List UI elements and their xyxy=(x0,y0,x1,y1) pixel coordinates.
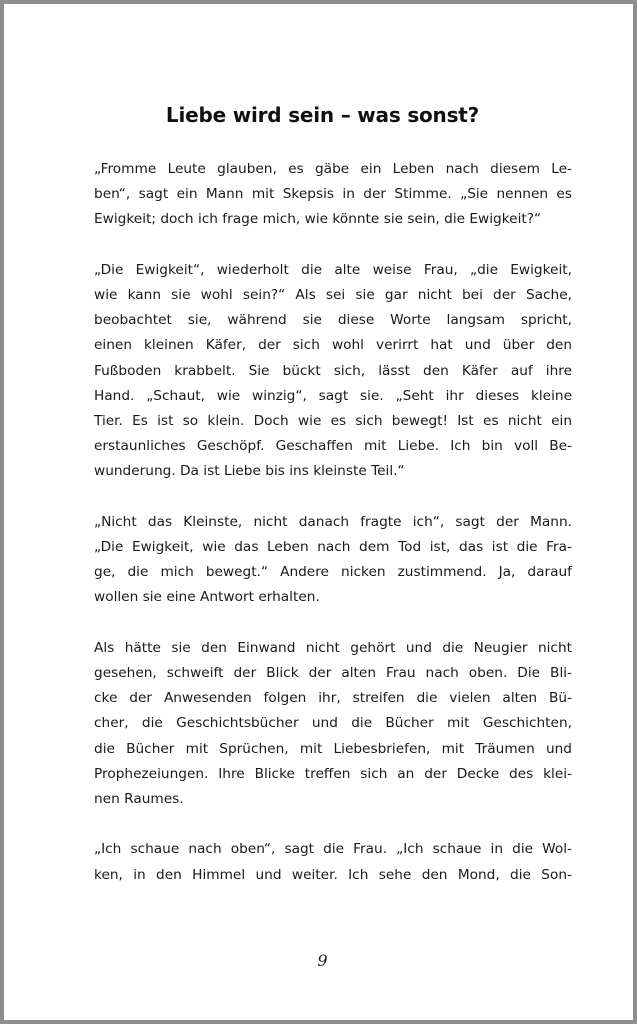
text-line: wie kann sie wohl sein?“ Als sei sie gar nicht bei der Sache, xyxy=(94,287,572,303)
text-line: „Fromme Leute glauben, es gäbe ein Leben nach diesem Le- xyxy=(94,161,572,177)
paragraph xyxy=(94,837,572,887)
text-line: Prophezeiungen. Ihre Blicke treffen sich an der Decke des klei- xyxy=(94,765,572,782)
text-line: ken, in den Himmel und weiter. Ich sehe den Mond, die Son- xyxy=(94,866,572,883)
text-line: die Bücher mit Sprüchen, mit Liebesbriefen, mit Träumen und xyxy=(94,740,572,757)
text-line: einen kleinen Käfer, der sich wohl verirrt hat und über den xyxy=(94,337,572,354)
text-line: „Die Ewigkeit, wie das Leben nach dem Tod ist, das ist die Fra- xyxy=(94,539,572,556)
text-line: gesehen, schweift der Blick der alten Frau nach oben. Die Bli- xyxy=(94,665,572,682)
paragraph xyxy=(94,636,572,812)
text-line: cke der Anwesenden folgen ihr, streifen die vielen alten Bü- xyxy=(94,690,572,707)
paragraph xyxy=(94,258,572,485)
text-line: ben“, sagt ein Mann mit Skepsis in der Stimme. „Sie nennen es xyxy=(94,186,572,203)
paragraph xyxy=(94,510,572,611)
page-number: 9 xyxy=(317,951,328,970)
body-text xyxy=(94,157,572,913)
text-line: nen Raumes. xyxy=(94,791,184,808)
text-line: Hand. „Schaut, wie winzig“, sagt sie. „Seht ihr dieses kleine xyxy=(94,387,572,404)
text-line: beobachtet sie, während sie diese Worte langsam spricht, xyxy=(94,312,572,329)
text-line: ge, die mich bewegt.“ Andere nicken zustimmend. Ja, darauf xyxy=(94,564,572,581)
text-line: Als hätte sie den Einwand nicht gehört und die Neugier nicht xyxy=(94,639,572,656)
chapter-title: Liebe wird sein – was sonst? xyxy=(165,103,480,127)
text-line: Ewigkeit; doch ich frage mich, wie könnte sie sein, die Ewigkeit?“ xyxy=(94,211,542,228)
text-line: Tier. Es ist so klein. Doch wie es sich bewegt! Ist es nicht ein xyxy=(94,413,572,430)
text-line: „Nicht das Kleinste, nicht danach fragte ich“, sagt der Mann. xyxy=(94,513,572,530)
text-line: wollen sie eine Antwort erhalten. xyxy=(94,589,320,606)
text-line: cher, die Geschichtsbücher und die Bücher mit Geschichten, xyxy=(94,715,572,732)
text-line: „Ich schaue nach oben“, sagt die Frau. „Ich schaue in die Wol- xyxy=(94,841,572,858)
text-line: erstaunliches Geschöpf. Geschaffen mit Liebe. Ich bin voll Be- xyxy=(94,438,572,455)
text-line: „Die Ewigkeit“, wiederholt die alte weise Frau, „die Ewigkeit, xyxy=(94,261,572,278)
paragraph xyxy=(94,157,572,233)
text-line: wunderung. Da ist Liebe bis ins kleinste Teil.“ xyxy=(94,463,405,480)
text-line: Fußboden krabbelt. Sie bückt sich, lässt den Käfer auf ihre xyxy=(94,362,572,379)
